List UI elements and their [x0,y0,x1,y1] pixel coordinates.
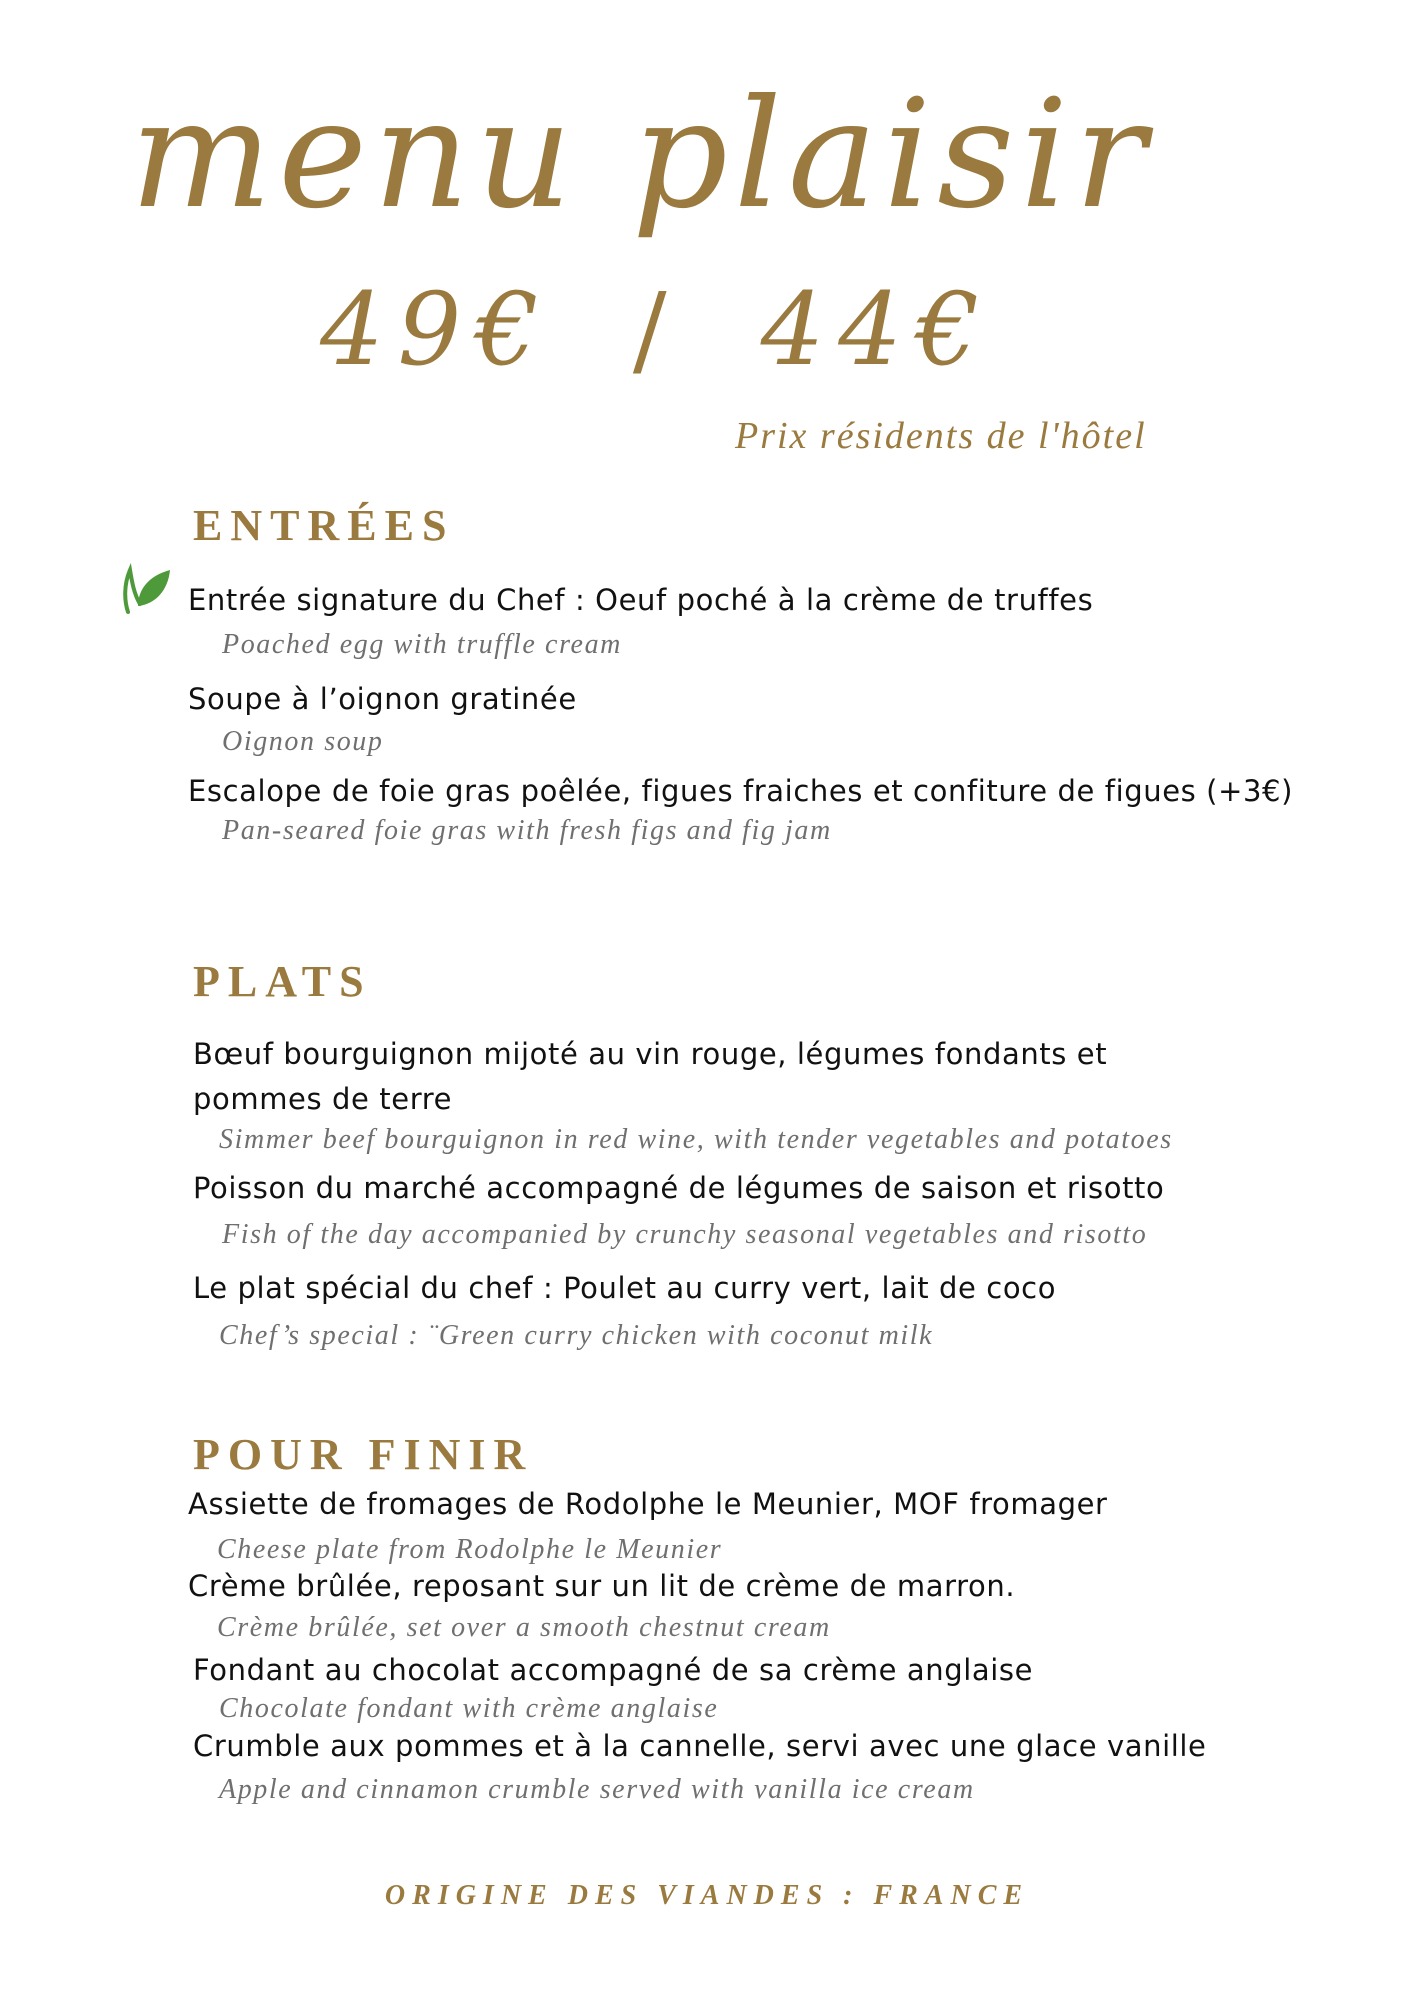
list-item-dessert-4: Crumble aux pommes et à la cannelle, servi avec une glace vanille [193,1729,1207,1763]
list-item-entree-2: Soupe à l’oignon gratinée [188,682,577,716]
list-item-dessert-2-translation: Crème brûlée, set over a smooth chestnut cream [217,1612,831,1643]
list-item-dessert-3: Fondant au chocolat accompagné de sa crème anglaise [193,1653,1034,1687]
list-item-plat-1-translation: Simmer beef bourguignon in red wine, with tender vegetables and potatoes [219,1124,1173,1155]
list-item-dessert-1-translation: Cheese plate from Rodolphe le Meunier [217,1534,723,1565]
price-line [320,270,993,390]
meat-origin-footer: ORIGINE DES VIANDES : FRANCE [384,1880,1030,1911]
list-item-plat-3-translation: Chef’s special : ¨Green curry chicken with coconut milk [219,1320,934,1351]
price-main: 49€ [320,271,553,388]
list-item-plat-2: Poisson du marché accompagné de légumes de saison et risotto [193,1171,1165,1205]
list-item-plat-1: Bœuf bourguignon mijoté au vin rouge, légumes fondants et [193,1037,1108,1071]
list-item-entree-1-translation: Poached egg with truffle cream [222,629,622,660]
list-item-entree-3-translation: Pan-seared foie gras with fresh figs and fig jam [222,815,832,846]
list-item-dessert-1: Assiette de fromages de Rodolphe le Meunier, MOF fromager [188,1487,1108,1521]
resident-price-subtitle: Prix résidents de l'hôtel [735,415,1147,457]
list-item-plat-2-translation: Fish of the day accompanied by crunchy seasonal vegetables and risotto [222,1219,1148,1250]
list-item-entree-2-translation: Oignon soup [222,726,384,757]
list-item-plat-3: Le plat spécial du chef : Poulet au curry vert, lait de coco [193,1271,1057,1305]
vegetarian-leaf-icon [120,560,172,616]
list-item-plat-1-line2: pommes de terre [193,1082,453,1116]
price-separator: / [632,271,681,388]
list-item-dessert-2: Crème brûlée, reposant sur un lit de crème de marron. [188,1569,1016,1603]
section-heading-plats: PLATS [193,957,372,1006]
section-heading-entrees: ENTRÉES [193,501,455,550]
menu-title: menu plaisir [130,68,1152,242]
list-item-entree-1: Entrée signature du Chef : Oeuf poché à la crème de truffes [188,583,1094,617]
list-item-dessert-3-translation: Chocolate fondant with crème anglaise [219,1693,719,1724]
list-item-dessert-4-translation: Apple and cinnamon crumble served with vanilla ice cream [219,1774,975,1805]
list-item-entree-3: Escalope de foie gras poêlée, figues fraiches et confiture de figues (+3€) [188,774,1294,808]
price-resident: 44€ [760,271,994,388]
section-heading-pour-finir: POUR FINIR [193,1430,534,1479]
